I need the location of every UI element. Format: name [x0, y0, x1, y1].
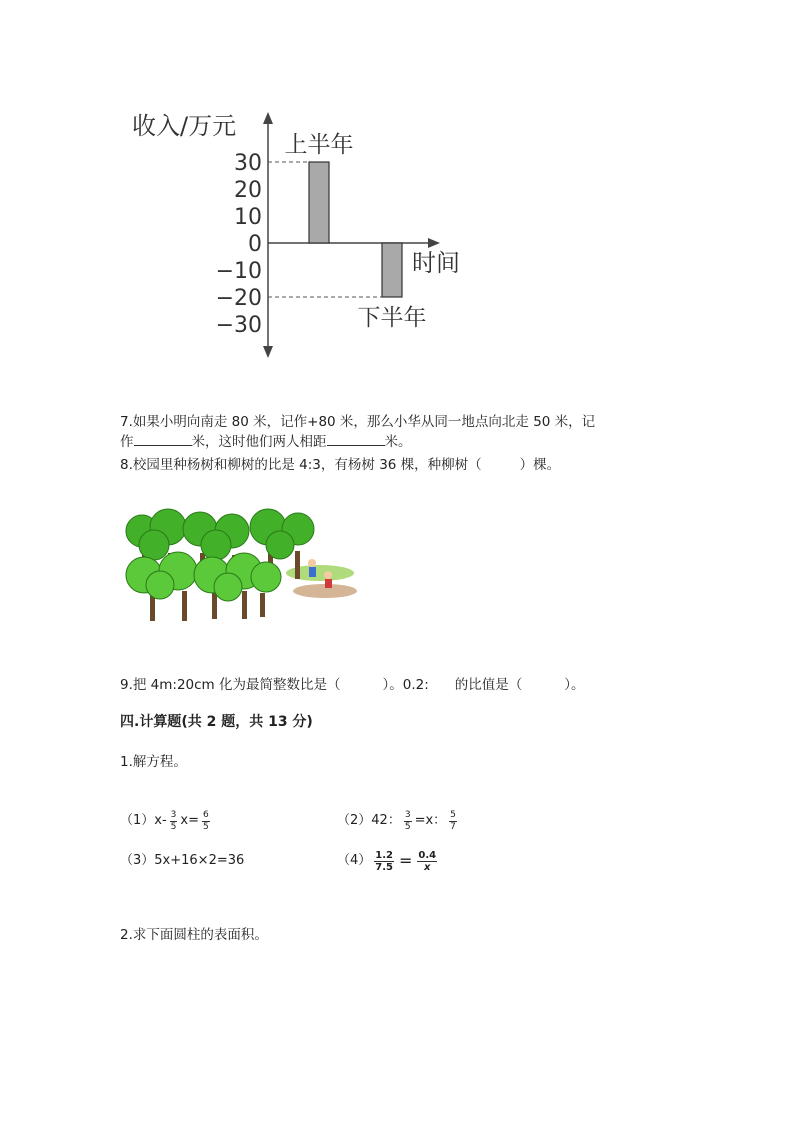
eq4-equals: =	[399, 851, 413, 870]
q7-text-a: 作	[120, 434, 134, 450]
q7-line1: 7.如果小明向南走 80 米，记作+80 米，那么小华从同一地点向北走 50 米，记	[120, 414, 596, 430]
y-axis-label: 收入/万元	[132, 112, 237, 140]
q9-line	[120, 675, 585, 695]
q9-text-c: 的比值是（	[454, 677, 523, 693]
eq2-text-a: 42：	[371, 813, 401, 828]
eq4-fraction-1: $\frac{1.2}{7.5}$	[375, 849, 393, 873]
q7-line2	[120, 431, 412, 452]
eq3-label: （3）	[120, 853, 155, 868]
q7-blank-2[interactable]	[327, 431, 385, 446]
y-tick-label: −30	[215, 313, 262, 338]
trees-illustration	[120, 505, 360, 630]
q7-text-c: 米。	[384, 434, 412, 450]
y-axis-arrow-down	[263, 346, 273, 358]
y-tick-label: 10	[234, 205, 262, 230]
eq2-fraction-2: $\frac{5}{7}$	[450, 809, 456, 832]
q9-text-a: 9.把 4m:20cm 化为最简整数比是（	[120, 677, 341, 693]
y-tick-label: 30	[234, 151, 262, 176]
q9-text-d: ）。	[564, 677, 585, 693]
eq1-text-b: x=	[180, 813, 199, 828]
eq1-text-a: x-	[154, 813, 167, 828]
eq2-label: （2）	[337, 813, 372, 828]
y-axis-arrow-up	[263, 112, 273, 124]
bar-category-label: 下半年	[357, 305, 427, 331]
q2-prompt: 2.求下面圆柱的表面积。	[120, 927, 268, 943]
equation-4	[337, 846, 440, 876]
eq2-text-b: =x：	[414, 813, 447, 828]
y-tick-label: 0	[248, 232, 262, 257]
section-4-heading: 四.计算题(共 2 题，共 13 分)	[120, 714, 313, 730]
equation-2	[337, 806, 460, 836]
equation-1	[120, 806, 213, 836]
bar-category-label: 上半年	[284, 132, 354, 158]
eq2-fraction-1: $\frac{3}{5}$	[404, 809, 411, 832]
eq3-text: 5x+16×2=36	[154, 853, 245, 868]
y-tick-label: −20	[215, 286, 262, 311]
x-axis-label: 时间	[412, 249, 460, 277]
x-axis-arrow	[428, 238, 440, 248]
q1-prompt: 1.解方程。	[120, 754, 187, 770]
eq1-label: （1）	[120, 813, 155, 828]
eq1-fraction-2: $\frac{6}{5}$	[203, 809, 209, 832]
y-tick-label: 20	[234, 178, 262, 203]
q8-line	[120, 455, 560, 475]
eq1-fraction-1: $\frac{3}{5}$	[170, 809, 177, 832]
q9-text-b: ）。0.2:	[382, 677, 429, 693]
q7-blank-1[interactable]	[134, 431, 192, 446]
q8-text-a: 8.校园里种杨树和柳树的比是 4:3，有杨树 36 棵，种柳树（	[120, 457, 482, 473]
eq4-label: （4）	[337, 853, 372, 868]
y-tick-label: −10	[215, 259, 262, 284]
q8-text-b: ）棵。	[519, 457, 561, 473]
eq4-fraction-2: $\frac{0.4}{x}$	[418, 849, 437, 873]
income-bar-chart	[120, 100, 480, 370]
bar-1	[309, 162, 329, 243]
q7-text-b: 米，这时他们两人相距	[191, 434, 327, 450]
equation-3	[120, 846, 244, 876]
bar-2	[382, 243, 402, 297]
